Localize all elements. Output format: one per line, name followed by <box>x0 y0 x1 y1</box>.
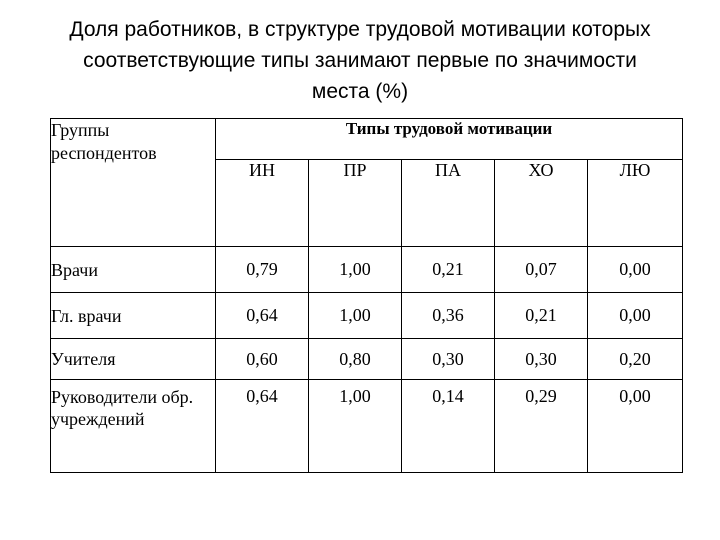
table-cell: 0,21 <box>495 293 588 339</box>
table-cell: 0,79 <box>216 247 309 293</box>
table-cell: 0,00 <box>588 380 683 473</box>
table-cell: 0,14 <box>402 380 495 473</box>
respondent-groups-header-line-1: Группы <box>51 120 110 140</box>
row-label: Гл. врачи <box>51 293 216 339</box>
column-header: ПР <box>309 160 402 247</box>
table-row <box>51 380 683 473</box>
table-cell: 1,00 <box>309 380 402 473</box>
title-line-3: места (%) <box>311 80 409 103</box>
table-cell: 0,20 <box>588 339 683 380</box>
row-label <box>51 380 216 473</box>
row-label: Врачи <box>51 247 216 293</box>
table-cell: 0,00 <box>588 247 683 293</box>
column-header: ЛЮ <box>588 160 683 247</box>
title-line-2: соответствующие типы занимают первые по значимости <box>83 49 637 72</box>
table-row <box>51 293 683 339</box>
table-cell: 1,00 <box>309 293 402 339</box>
column-header: ХО <box>495 160 588 247</box>
column-header: ПА <box>402 160 495 247</box>
table-cell: 0,30 <box>402 339 495 380</box>
table-cell: 0,60 <box>216 339 309 380</box>
page-title <box>30 14 690 107</box>
table-cell: 1,00 <box>309 247 402 293</box>
motivation-table <box>50 118 683 473</box>
row-label-line-2: учреждений <box>51 409 145 429</box>
table-header-row-1 <box>51 119 683 160</box>
table-cell: 0,30 <box>495 339 588 380</box>
column-header: ИН <box>216 160 309 247</box>
row-label: Учителя <box>51 339 216 380</box>
respondent-groups-header <box>51 119 216 247</box>
table-cell: 0,36 <box>402 293 495 339</box>
respondent-groups-header-line-2: респондентов <box>51 143 157 163</box>
table-cell: 0,64 <box>216 293 309 339</box>
table-row <box>51 247 683 293</box>
motivation-types-header: Типы трудовой мотивации <box>216 119 683 160</box>
row-label-line-1: Руководители обр. <box>51 387 194 407</box>
table-row <box>51 339 683 380</box>
table-cell: 0,80 <box>309 339 402 380</box>
table-cell: 0,07 <box>495 247 588 293</box>
table-cell: 0,21 <box>402 247 495 293</box>
table-cell: 0,29 <box>495 380 588 473</box>
title-line-1: Доля работников, в структуре трудовой мотивации которых <box>69 18 651 41</box>
table-cell: 0,00 <box>588 293 683 339</box>
table-cell: 0,64 <box>216 380 309 473</box>
